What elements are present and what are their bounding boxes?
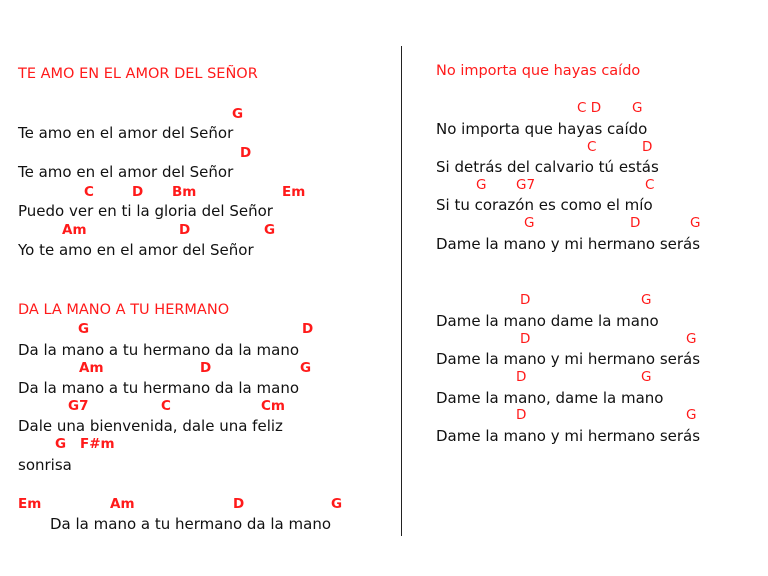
- song-title: TE AMO EN EL AMOR DEL SEÑOR: [18, 66, 258, 82]
- chord: C: [84, 184, 94, 200]
- chord: D: [179, 222, 191, 238]
- chord: C: [645, 177, 655, 193]
- lyric-line: Si tu corazón es como el mío: [436, 196, 653, 214]
- lyric-line: Da la mano a tu hermano da la mano: [50, 515, 332, 533]
- lyric-line: Dame la mano dame la mano: [436, 312, 659, 330]
- lyric-line: Yo te amo en el amor del Señor: [18, 241, 254, 259]
- chord: Cm: [261, 398, 285, 414]
- chord: G: [641, 369, 652, 385]
- chord: Bm: [172, 184, 197, 200]
- chord: D: [520, 292, 531, 308]
- chord: G: [632, 100, 643, 116]
- chord: G: [476, 177, 487, 193]
- lyric-line: sonrisa: [18, 456, 72, 474]
- chord: G: [78, 321, 90, 337]
- chord: G: [686, 331, 697, 347]
- lyric-line: Dame la mano y mi hermano serás: [436, 235, 701, 253]
- chord: G: [686, 407, 697, 423]
- lyric-line: Da la mano a tu hermano da la mano: [18, 379, 300, 397]
- chord: G: [524, 215, 535, 231]
- chord: G: [331, 496, 343, 512]
- chord: Am: [62, 222, 87, 238]
- lyric-line: Da la mano a tu hermano da la mano: [18, 341, 300, 359]
- chord: D: [516, 407, 527, 423]
- lyric-line: Dale una bienvenida, dale una feliz: [18, 417, 283, 435]
- lyric-line: No importa que hayas caído: [436, 120, 648, 138]
- chord: D: [132, 184, 144, 200]
- lyric-line: Dame la mano y mi hermano serás: [436, 427, 701, 445]
- chord: Em: [18, 496, 42, 512]
- chord: G7: [68, 398, 89, 414]
- chord: D: [630, 215, 641, 231]
- chord: G: [690, 215, 701, 231]
- chord: C: [161, 398, 171, 414]
- song-title: DA LA MANO A TU HERMANO: [18, 302, 230, 318]
- chord: D: [240, 145, 252, 161]
- chord: D: [520, 331, 531, 347]
- chord: G: [641, 292, 652, 308]
- chord: Am: [79, 360, 104, 376]
- chord: D: [302, 321, 314, 337]
- chord: Em: [282, 184, 306, 200]
- chord: D: [233, 496, 245, 512]
- chord: D: [516, 369, 527, 385]
- chord: G: [55, 436, 67, 452]
- song-title: No importa que hayas caído: [436, 63, 641, 79]
- chord: G7: [516, 177, 536, 193]
- chord: D: [200, 360, 212, 376]
- chord: G: [300, 360, 312, 376]
- chord: G: [264, 222, 276, 238]
- column-divider: [401, 46, 402, 536]
- lyric-line: Dame la mano, dame la mano: [436, 389, 664, 407]
- chord: C: [587, 139, 597, 155]
- lyric-line: Te amo en el amor del Señor: [18, 124, 234, 142]
- chord: C D: [577, 100, 602, 116]
- chord: G: [232, 106, 244, 122]
- chord: D: [642, 139, 653, 155]
- lyric-line: Te amo en el amor del Señor: [18, 163, 234, 181]
- lyric-line: Dame la mano y mi hermano serás: [436, 350, 701, 368]
- chord: Am: [110, 496, 135, 512]
- chord: F#m: [80, 436, 115, 452]
- lyric-line: Puedo ver en ti la gloria del Señor: [18, 202, 273, 220]
- lyric-line: Si detrás del calvario tú estás: [436, 158, 659, 176]
